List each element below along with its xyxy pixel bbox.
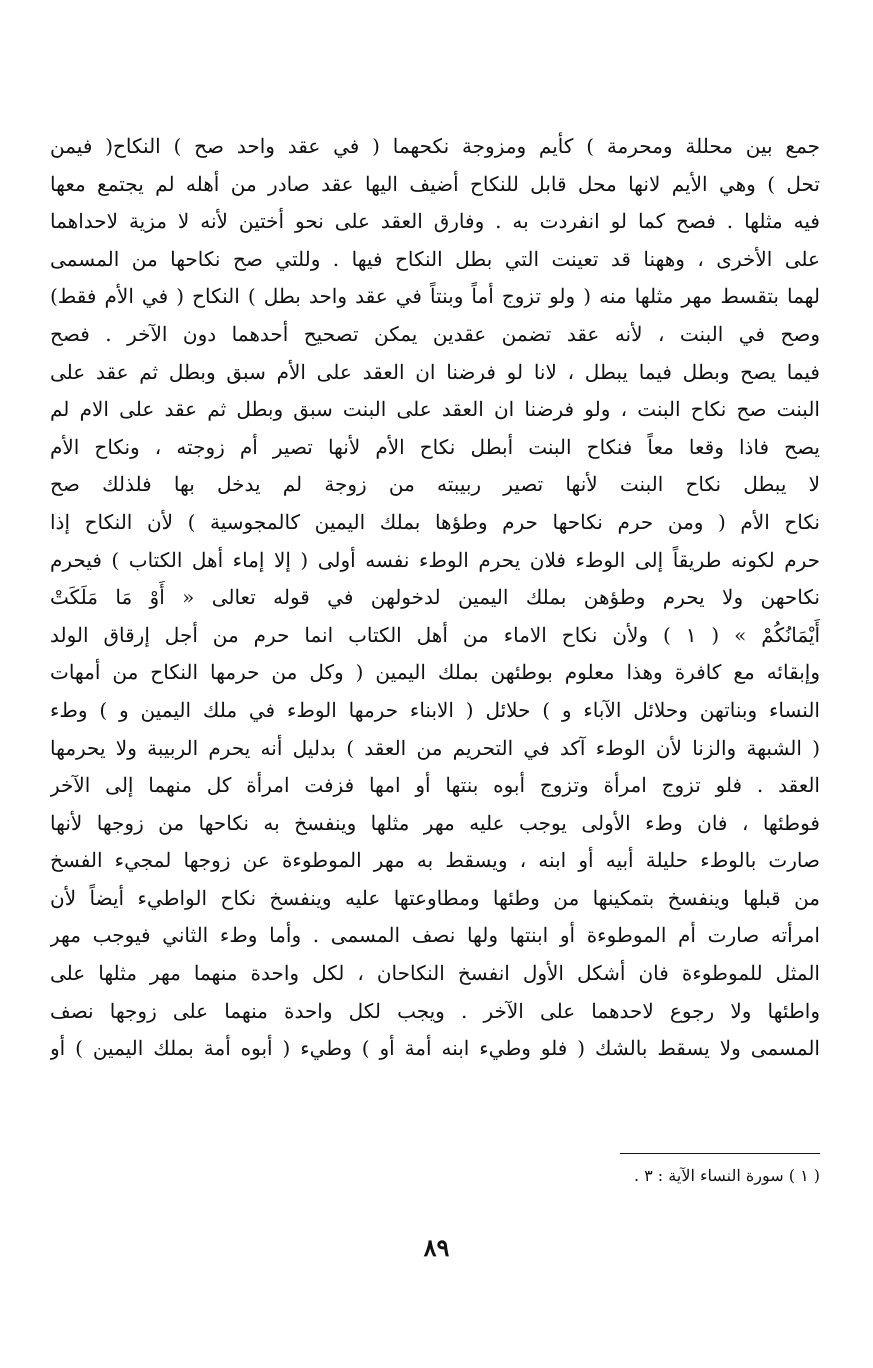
text-line: المثل للموطوءة فان أشكل الأول انفسخ النكاحان ، لكل واحدة منهما مهر مثلها على	[50, 961, 820, 986]
text-line: ( الشبهة والزنا لأن الوطء آكد في التحريم من العقد ) بدليل أنه يحرم الربيبة ولا يحرمها	[50, 735, 820, 760]
text-line: جمع بين محللة ومحرمة ) كأيم ومزوجة نكحهما ( في عقد واحد صح ) النكاح( فيمن	[50, 134, 820, 158]
text-line: تحل ) وهي الأيم لانها محل قابل للنكاح أضيف اليها عقد صادر من أهله لم يجتمع معها	[50, 171, 820, 196]
footnote: ( ١ ) سورة النساء الآية : ٣ .	[633, 1166, 820, 1185]
text-line: العقد . فلو تزوج امرأة وتزوج أبوه بنتها أو امها فزفت امرأة كل منهما إلى الآخر	[50, 773, 820, 798]
text-line: نكاح الأم ( ومن حرم نكاحها حرم وطؤها بملك اليمين كالمجوسية ) لأن النكاح إذا	[50, 509, 820, 534]
text-line: المسمى ولا يسقط بالشك ( فلو وطيء ابنه أمة أو ) وطيء ( أبوه أمة بملك اليمين ) أو	[50, 1036, 820, 1061]
text-line: وصح في البنت ، لأنه عقد تضمن عقدين يمكن تصحيح أحدهما دون الآخر . فصح	[50, 321, 820, 346]
text-line: وإبقائه مع كافرة وهذا معلوم بوطئهن بملك اليمين ( وكل من حرمها النكاح من أمهات	[50, 660, 820, 685]
text-line: أَيْمَانُكُمْ » ( ١ ) ولأن نكاح الاماء من أهل الكتاب انما حرم من أجل إرقاق الولد	[50, 622, 820, 647]
text-line: من قبلها وينفسخ بتمكينها من وطئها ومطاوعتها عليه وينفسخ نكاح الواطيء أيضاً لأن	[50, 885, 820, 910]
text-line: فوطئها ، فان وطء الأولى يوجب عليه مهر مثلها وينفسخ به نكاحها من زوجها لأنها	[50, 810, 820, 835]
text-line: فيه مثلها . فصح كما لو انفردت به . وفارق العقد على نحو أختين لأنه لا مزية لاحداهما	[50, 209, 820, 234]
text-line: النساء وبناتهن وحلائل الآباء و ) حلائل ( الابناء حرمها الوطء في ملك اليمين و ) وطء	[50, 697, 820, 722]
text-line: يصح فاذا وقعا معاً فنكاح البنت أبطل نكاح الأم لأنها تصير أم زوجته ، ونكاح الأم	[50, 434, 820, 459]
text-line: واطئها ولا رجوع لاحدهما على الآخر . ويجب لكل واحدة منهما على زوجها نصف	[50, 998, 820, 1023]
body-text	[50, 128, 820, 1068]
text-line: نكاحهن ولا يحرم وطؤهن بملك اليمين لدخولهن في قوله تعالى « أَوْ مَا مَلَكَتْ	[50, 585, 820, 610]
text-line: على الأخرى ، وههنا قد تعينت التي بطل النكاح فيها . وللتي صح نكاحها من المسمى	[50, 246, 820, 271]
text-line: صارت بالوطء حليلة أبيه أو ابنه ، ويسقط به مهر الموطوءة عن زوجها لمجيء الفسخ	[50, 848, 820, 873]
text-line: لا يبطل نكاح البنت لأنها تصير ربيبته من زوجة لم يدخل بها فلذلك صح	[50, 472, 820, 497]
text-line: البنت صح نكاح البنت ، ولو فرضنا ان العقد على البنت سبق وبطل ثم عقد على الام لم	[50, 397, 820, 422]
text-line: حرم لكونه طريقاً إلى الوطء فلان يحرم الوطء نفسه أولى ( إلا إماء أهل الكتاب ) فيحرم	[50, 547, 820, 572]
text-line: لهما بتقسط مهر مثلها منه ( ولو تزوج أماً وبنتاً في عقد واحد بطل ) النكاح ( في الأم فقط)	[50, 284, 820, 309]
footnote-divider	[620, 1153, 820, 1154]
text-line: امرأته صارت أم الموطوءة أو ابنتها ولها نصف المسمى . وأما وطء الثاني فيوجب مهر	[50, 923, 820, 948]
page-number: ٨٩	[423, 1233, 450, 1262]
text-line: فيما يصح وبطل فيما يبطل ، لانا لو فرضنا ان العقد على الأم سبق وبطل ثم عقد على	[50, 359, 820, 384]
